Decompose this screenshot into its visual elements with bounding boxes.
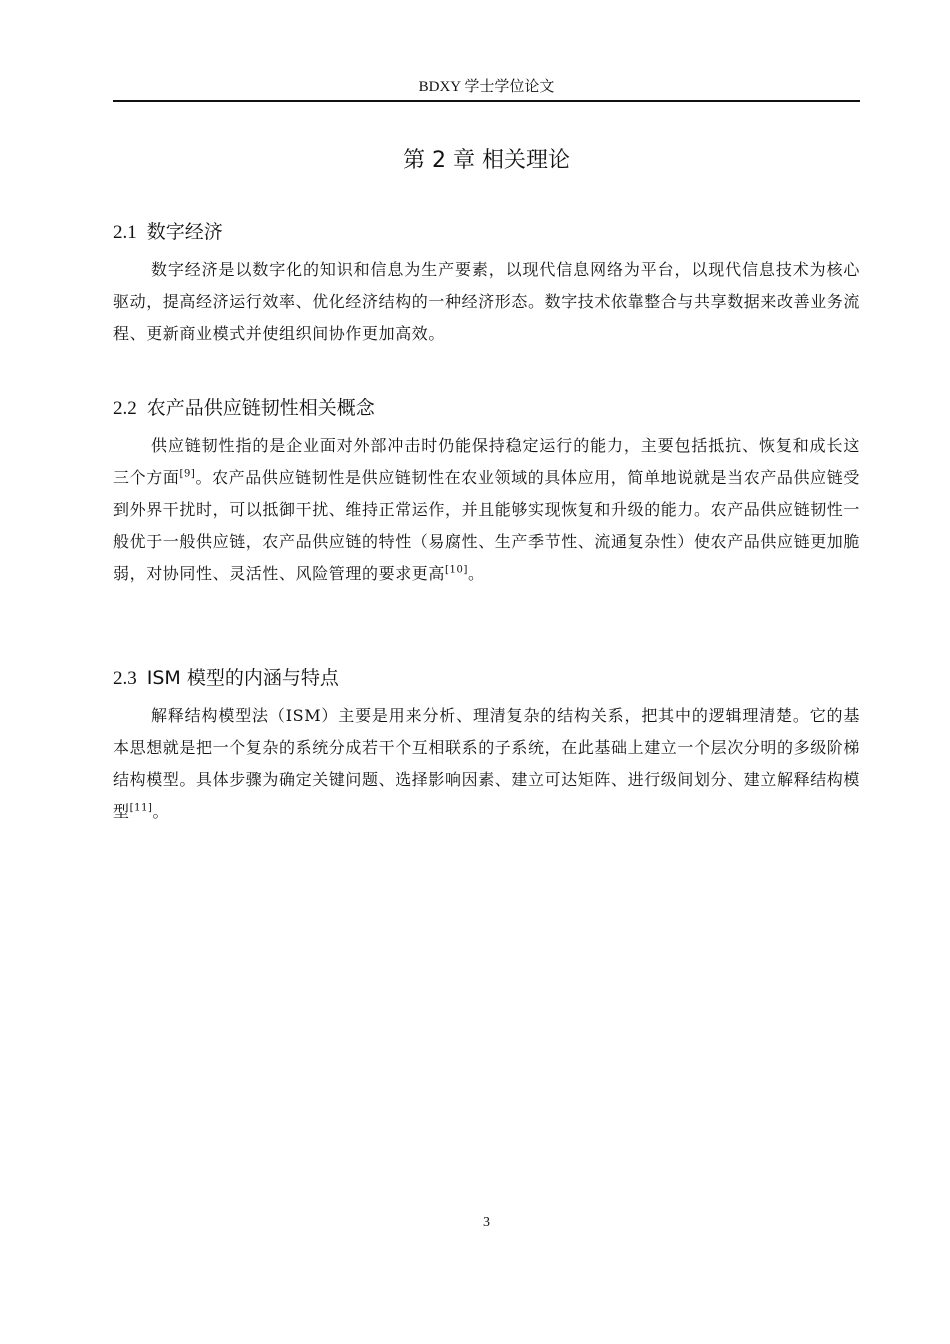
citation-ref: [11] xyxy=(129,802,153,814)
paragraph-text: 解释结构模型法（ISM）主要是用来分析、理清复杂的结构关系，把其中的逻辑理清楚。它的基本思想就是把一个复杂的系统分成若干个互相联系的子系统，在此基础上建立一个层次分明的多级阶梯结构模型。具体步骤为确定关键问题、选择影响因素、建立可达矩阵、进行级间划分、建立解释结构模型 xyxy=(113,706,861,821)
section-heading xyxy=(113,392,860,425)
citation-ref: [9] xyxy=(179,468,196,480)
paragraph-text: 供应链韧性指的是企业面对外部冲击时仍能保持稳定运行的能力，主要包括抵抗、恢复和成长这三个方面 xyxy=(113,436,860,487)
section-2-1 xyxy=(113,216,860,350)
running-header: BDXY 学士学位论文 xyxy=(418,79,555,95)
paragraph-text: 。 xyxy=(467,564,485,583)
paragraph-text: 。农产品供应链韧性是供应链韧性在农业领域的具体应用，简单地说就是当农产品供应链受到外界干扰时，可以抵御干扰、维持正常运作，并且能够实现恢复和升级的能力。农产品供应链韧性一般优于一般供应链，农产品供应链的特性（易腐性、生产季节性、流通复杂性）使农产品供应链更加脆弱，对协同性、灵活性、风险管理的要求更高 xyxy=(113,468,861,583)
section-number: 2.2 xyxy=(113,398,137,419)
section-paragraph xyxy=(113,430,860,590)
section-heading xyxy=(113,662,860,695)
section-2-3 xyxy=(113,662,860,828)
section-number: 2.1 xyxy=(113,222,137,243)
section-title: ISM 模型的内涵与特点 xyxy=(146,667,339,689)
section-heading xyxy=(113,216,860,249)
section-paragraph xyxy=(113,700,860,828)
chapter-title: 第 2 章 相关理论 xyxy=(403,148,570,173)
section-title: 数字经济 xyxy=(146,221,223,243)
page-number: 3 xyxy=(483,1215,490,1230)
paragraph-text: 。 xyxy=(152,802,170,821)
section-2-2 xyxy=(113,392,860,590)
header-rule xyxy=(113,100,860,102)
section-paragraph xyxy=(113,254,860,350)
section-title: 农产品供应链韧性相关概念 xyxy=(146,397,375,419)
citation-ref: [10] xyxy=(445,564,468,576)
paragraph-text: 数字经济是以数字化的知识和信息为生产要素，以现代信息网络为平台，以现代信息技术为核心驱动，提高经济运行效率、优化经济结构的一种经济形态。数字技术依靠整合与共享数据来改善业务流程、更新商业模式并使组织间协作更加高效。 xyxy=(113,260,861,343)
section-number: 2.3 xyxy=(113,668,137,689)
